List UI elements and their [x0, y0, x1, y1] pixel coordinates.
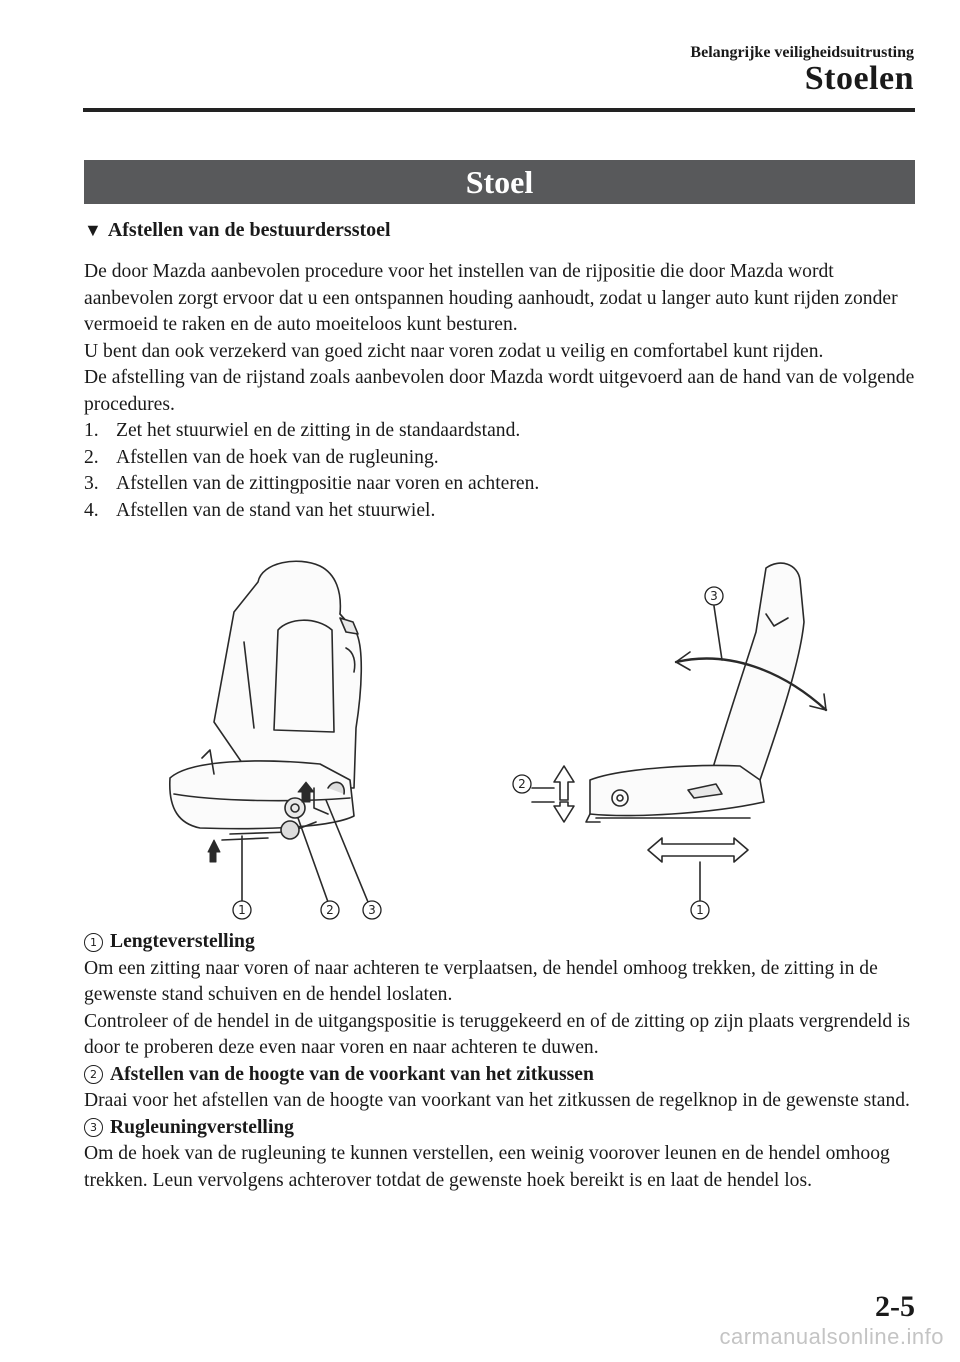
list-item: 1. Zet het stuurwiel en de zitting in de standaardstand. — [84, 420, 521, 441]
list-item: 3. Afstellen van de zittingpositie naar voren en achteren. — [84, 473, 540, 494]
section-rugleuningverstelling — [84, 1115, 916, 1195]
callout-number: 1 — [696, 903, 704, 917]
seat-illustration — [150, 552, 850, 922]
front-seat-drawing — [170, 561, 361, 840]
section-heading: 3 Rugleuningverstelling — [84, 1115, 916, 1142]
section-paragraph: Draai voor het afstellen van de hoogte van voorkant van het zitkussen de regelknop in de gewenste stand. — [84, 1090, 910, 1111]
callout-number: 3 — [710, 589, 718, 603]
callout-number: 1 — [238, 903, 246, 917]
procedure-list — [84, 418, 916, 524]
subsection-heading — [84, 219, 391, 242]
header-title: Stoelen — [804, 60, 914, 97]
section-heading: 2 Afstellen van de hoogte van de voorkant van het zitkussen — [84, 1062, 916, 1089]
section-zitkussen-hoogte — [84, 1062, 916, 1115]
intro-paragraph: De afstelling van de rijstand zoals aanbevolen door Mazda wordt uitgevoerd aan de hand van de volgende procedures. — [84, 367, 915, 415]
section-lengteverstelling — [84, 929, 916, 1062]
circled-number: 1 — [84, 933, 103, 952]
section-paragraph: Controleer of de hendel in de uitgangspositie is teruggekeerd en of de zitting op zijn plaats vergrendeld is door te proberen deze even naar voren en naar achteren te duwen. — [84, 1010, 911, 1058]
callout-number: 2 — [518, 777, 526, 791]
section-paragraph: Om een zitting naar voren of naar achteren te verplaatsen, de hendel omhoog trekken, de zitting in de gewenste stand schuiven en de hendel loslaten. — [84, 957, 878, 1005]
section-heading: 1 Lengteverstelling — [84, 929, 916, 956]
subsection-heading-text: Afstellen van de bestuurdersstoel — [107, 219, 391, 241]
circled-number: 2 — [84, 1065, 103, 1084]
side-seat-drawing — [586, 563, 804, 822]
list-item: 2. Afstellen van de hoek van de rugleuning. — [84, 446, 439, 468]
section-banner: Stoel — [84, 160, 915, 204]
watermark: carmanualsonline.info — [719, 1324, 944, 1349]
circled-number: 3 — [84, 1118, 103, 1137]
header-rule — [83, 108, 915, 112]
adjustment-sections — [84, 929, 916, 1194]
intro-block — [84, 259, 916, 524]
callout-number: 2 — [326, 903, 334, 917]
section-paragraph: Om de hoek van de rugleuning te kunnen verstellen, een weinig voorover leunen en de hendel omhoog trekken. Leun vervolgens achterover totdat de gewenste hoek bereikt is en laat de hendel los. — [84, 1143, 890, 1191]
intro-paragraph: U bent dan ook verzekerd van goed zicht naar voren zodat u veilig en comfortabel kunt rijden. — [84, 340, 824, 362]
page-number: 2-5 — [875, 1290, 915, 1323]
triangle-marker-icon: ▼ — [84, 220, 102, 240]
callout-number: 3 — [368, 903, 376, 917]
intro-paragraph: De door Mazda aanbevolen procedure voor het instellen van de rijpositie die door Mazda wordt aanbevolen zorgt ervoor dat u een ontspannen houding aanhoudt, zodat u langer auto kunt rijden zonder vermoeid te raken en de auto moeiteloos kunt besturen. — [84, 261, 898, 335]
list-item: 4. Afstellen van de stand van het stuurwiel. — [84, 499, 436, 521]
header-subtitle: Belangrijke veiligheidsuitrusting — [690, 44, 914, 61]
